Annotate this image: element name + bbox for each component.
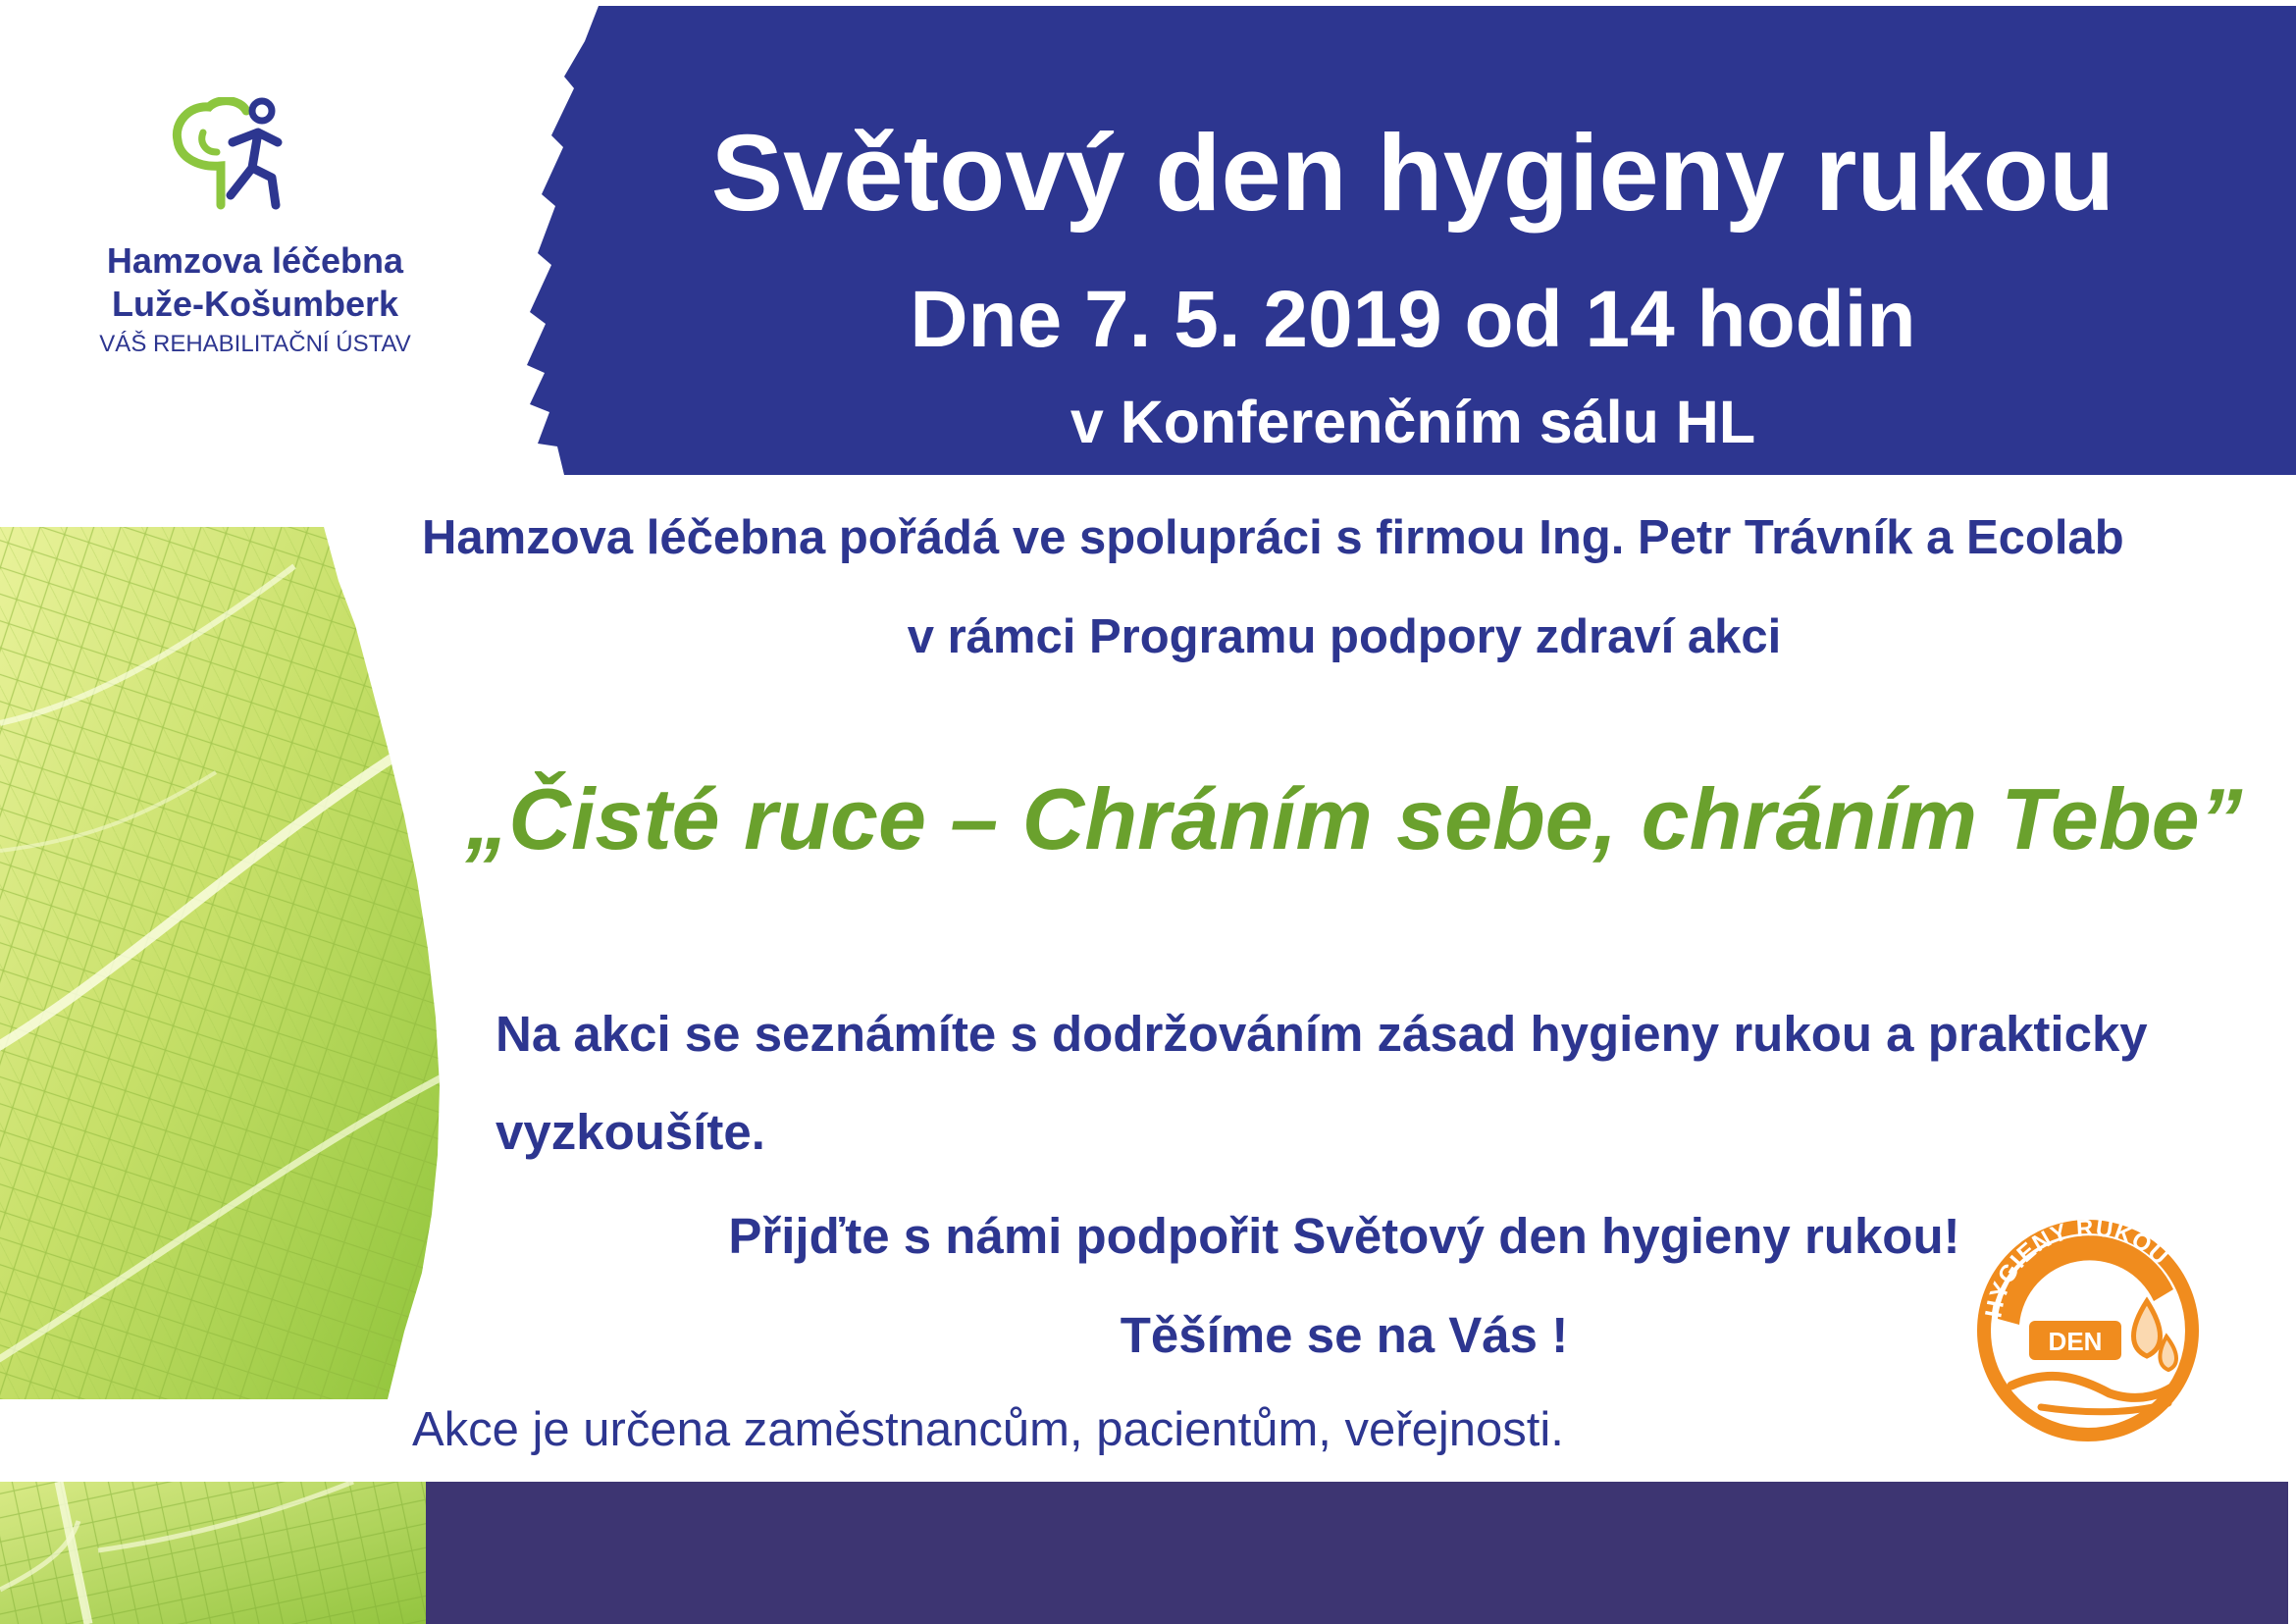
event-date: Dne 7. 5. 2019 od 14 hodin xyxy=(910,275,1916,364)
event-title: Světový den hygieny rukou xyxy=(710,113,2115,234)
intro-line-2: v rámci Programu podpory zdraví akci xyxy=(907,610,1782,663)
hand-hygiene-day-badge xyxy=(1972,1211,2208,1446)
slogan: „Čisté ruce – Chráním sebe, chráním Tebe” xyxy=(465,770,2243,867)
leaf-decoration-image xyxy=(0,527,444,1399)
closing-text: Těšíme se na Vás ! xyxy=(1120,1307,1569,1363)
logo-name-line1: Hamzova léčebna xyxy=(106,240,404,281)
logo-name-line2: Luže-Košumberk xyxy=(111,284,399,324)
event-venue: v Konferenčním sálu HL xyxy=(1070,389,1756,455)
invitation-text: Přijďte s námi podpořit Světový den hygieny rukou! xyxy=(728,1208,1960,1264)
logo-tagline: VÁŠ REHABILITAČNÍ ÚSTAV xyxy=(99,331,411,357)
hamzova-logo-icon xyxy=(170,97,299,212)
description-line-1: Na akci se seznámíte s dodržováním zásad hygieny rukou a prakticky xyxy=(496,1006,2148,1062)
leaf-bottom-decoration-image xyxy=(0,1482,434,1624)
audience-note: Akce je určena zaměstnancům, pacientům, veřejnosti. xyxy=(412,1403,1564,1456)
description-line-2: vyzkoušíte. xyxy=(496,1104,765,1160)
badge-arc-text: HYGIENY RUKOU xyxy=(1980,1215,2174,1320)
badge-center-text: DEN xyxy=(2048,1327,2103,1356)
footer-bar xyxy=(426,1482,2288,1624)
intro-line-1: Hamzova léčebna pořádá ve spolupráci s firmou Ing. Petr Trávník a Ecolab xyxy=(422,511,2124,564)
